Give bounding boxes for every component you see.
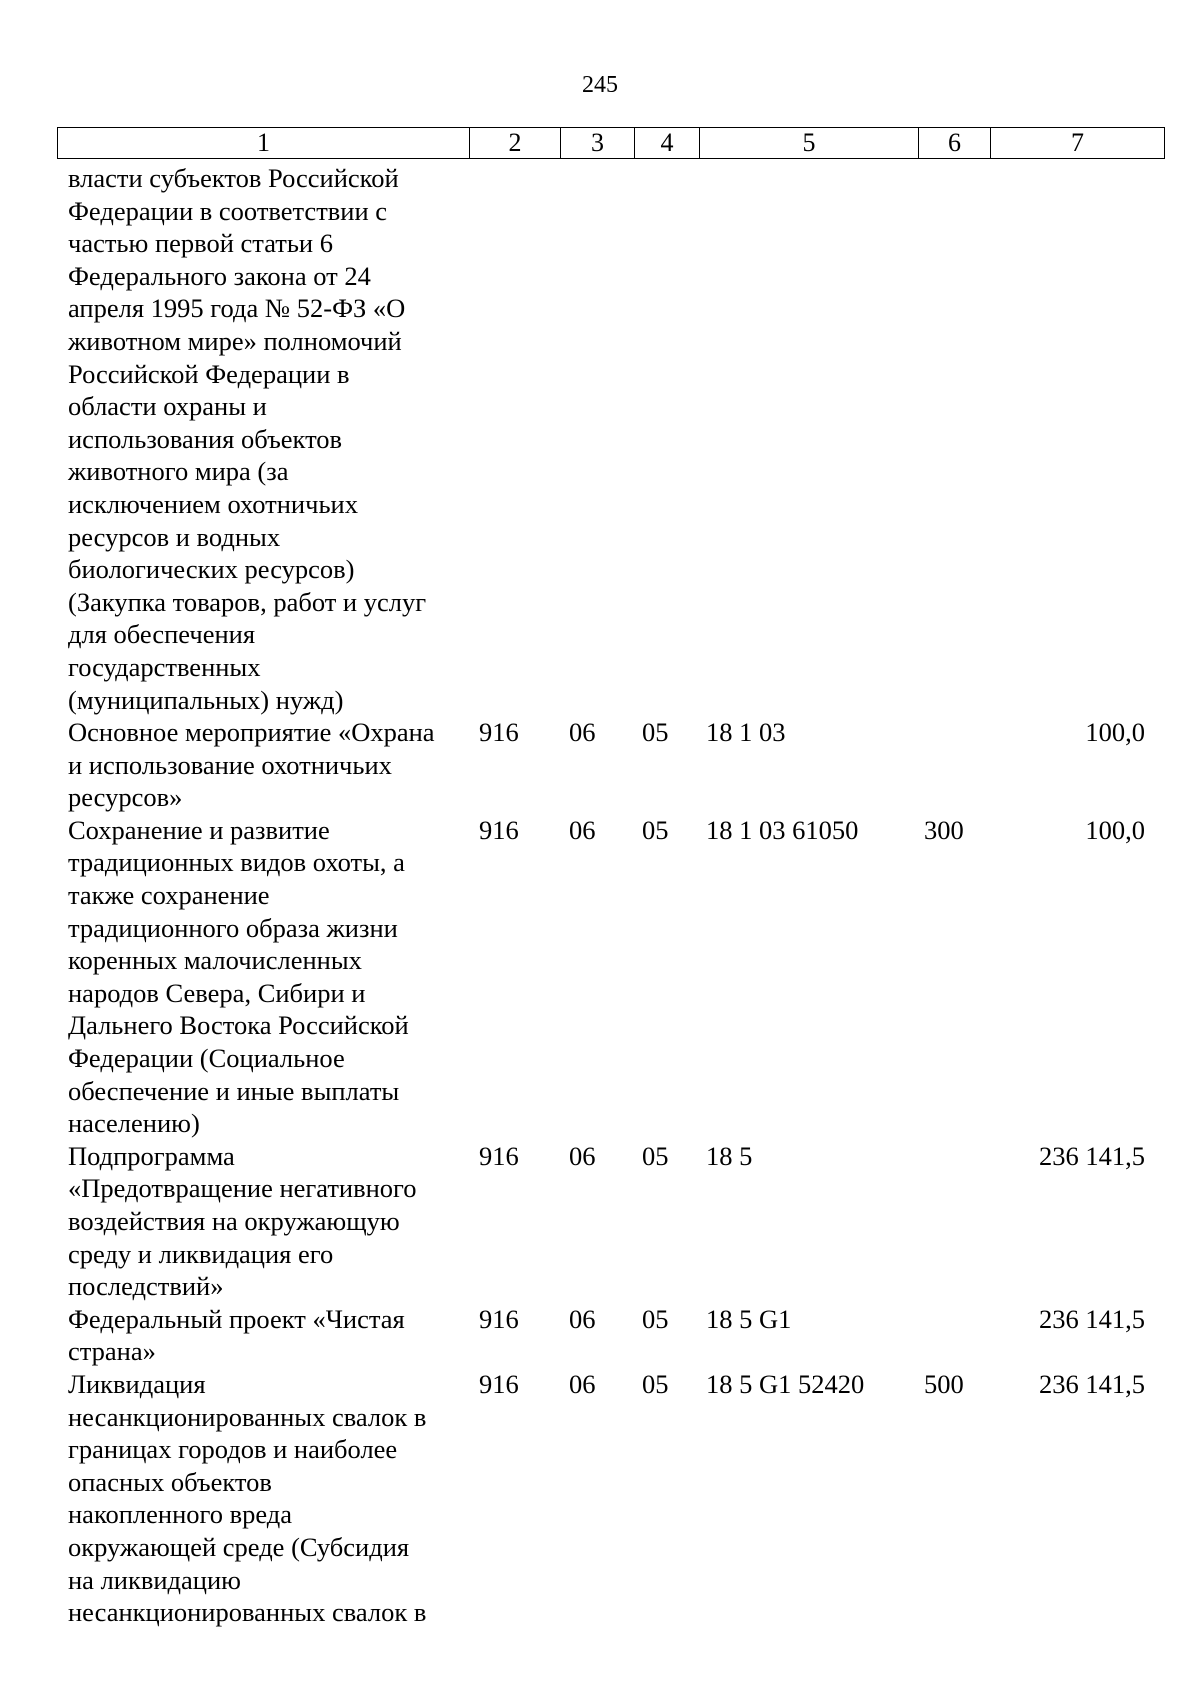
table-row: [57, 1368, 1157, 1629]
row-name-line: Федерации (Социальное: [68, 1043, 345, 1074]
row-name-line: несанкционированных свалок в: [68, 1597, 427, 1628]
row-name-line: ресурсов и водных: [68, 521, 281, 552]
row-name-line: среду и ликвидация его: [68, 1238, 334, 1269]
budget-table-body: [57, 162, 1157, 1629]
column-header-1: 1: [58, 128, 470, 159]
table-row: [57, 814, 1157, 1140]
page-number: 245: [582, 72, 618, 98]
row-name-line: обеспечение и иные выплаты: [68, 1075, 400, 1106]
row-name-cell: [57, 1368, 468, 1629]
row-name-cell: [57, 162, 468, 716]
expense-type-cell: [913, 162, 984, 716]
row-name-line: народов Севера, Сибири и: [68, 977, 366, 1008]
row-name-line: на ликвидацию: [68, 1564, 241, 1595]
column-header-table: [57, 127, 1165, 159]
row-name-line: Федерального закона от 24: [68, 260, 371, 291]
row-name-line: Федерации в соответствии с: [68, 195, 388, 226]
row-name-line: границах городов и наиболее: [68, 1434, 398, 1465]
column-header-6: 6: [919, 128, 991, 159]
row-name-line: воздействия на окружающую: [68, 1206, 400, 1236]
row-name-line: Дальнего Востока Российской: [68, 1010, 409, 1041]
amount-cell: 236 141,5: [1039, 1368, 1145, 1399]
ministry-code-cell: 916: [479, 1368, 519, 1399]
row-name-line: страна»: [68, 1336, 156, 1367]
section-code-cell: 06: [569, 1140, 596, 1171]
row-name-line: окружающей среде (Субсидия: [68, 1531, 410, 1562]
row-name-line: традиционных видов охоты, а: [68, 847, 405, 878]
column-header-4: 4: [635, 128, 700, 159]
expense-type-cell: 300: [924, 814, 964, 845]
row-name-line: частью первой статьи 6: [68, 228, 333, 259]
row-name-line: ресурсов»: [68, 782, 183, 813]
row-name-line: накопленного вреда: [68, 1499, 293, 1530]
section-code-cell: 06: [569, 717, 596, 748]
row-name-line: Ликвидация: [68, 1368, 206, 1399]
budget-table: [57, 162, 1157, 1629]
subsection-code-cell: [631, 162, 695, 716]
target-article-cell: [695, 162, 913, 716]
row-name-line: животного мира (за: [68, 456, 289, 487]
row-name-line: Основное мероприятие «Охрана: [68, 717, 435, 748]
ministry-code-cell: 916: [479, 814, 519, 845]
amount-cell: 236 141,5: [1039, 1303, 1145, 1334]
row-name-line: «Предотвращение негативного: [68, 1173, 417, 1204]
column-header-5: 5: [700, 128, 919, 159]
row-name-cell: [57, 1303, 468, 1368]
row-name-line: последствий»: [68, 1271, 224, 1302]
row-name-line: традиционного образа жизни: [68, 912, 398, 943]
row-name-line: несанкционированных свалок в: [68, 1401, 427, 1432]
row-name-line: апреля 1995 года № 52-ФЗ «О: [68, 293, 406, 324]
section-code-cell: 06: [569, 1368, 596, 1399]
amount-cell: 100,0: [1085, 814, 1145, 845]
amount-cell: [984, 162, 1157, 716]
expense-type-cell: 500: [924, 1368, 964, 1399]
row-name-line: использования объектов: [68, 423, 343, 454]
ministry-code-cell: 916: [479, 1303, 519, 1334]
row-name-line: для обеспечения: [68, 619, 256, 650]
column-header-2: 2: [470, 128, 561, 159]
expense-type-cell: [913, 1140, 984, 1303]
column-header-row: [58, 128, 1165, 159]
row-name-line: животном мире» полномочий: [68, 325, 402, 356]
column-header-3: 3: [561, 128, 635, 159]
row-name-cell: [57, 814, 468, 1140]
row-name-line: государственных: [68, 651, 261, 682]
row-name-line: исключением охотничьих: [68, 488, 358, 519]
row-name-line: Подпрограмма: [68, 1140, 235, 1171]
row-name-line: (муниципальных) нужд): [68, 684, 344, 715]
subsection-code-cell: 05: [642, 1368, 669, 1399]
row-name-line: опасных объектов: [68, 1466, 272, 1497]
row-name-cell: [57, 716, 468, 814]
section-code-cell: 06: [569, 1303, 596, 1334]
row-name-line: коренных малочисленных: [68, 945, 362, 976]
expense-type-cell: [913, 1303, 984, 1368]
section-code-cell: [558, 162, 631, 716]
table-row: [57, 716, 1157, 814]
column-header-7: 7: [991, 128, 1165, 159]
target-article-cell: 18 1 03: [706, 717, 786, 748]
row-name-cell: [57, 1140, 468, 1303]
subsection-code-cell: 05: [642, 1303, 669, 1334]
target-article-cell: 18 5: [706, 1140, 753, 1171]
expense-type-cell: [913, 716, 984, 814]
row-name-line: и использование охотничьих: [68, 749, 392, 780]
amount-cell: 100,0: [1085, 717, 1145, 748]
row-name-line: области охраны и: [68, 391, 267, 422]
row-name-line: Российской Федерации в: [68, 358, 350, 389]
ministry-code-cell: 916: [479, 717, 519, 748]
row-name-line: биологических ресурсов): [68, 554, 355, 585]
ministry-code-cell: 916: [479, 1140, 519, 1171]
target-article-cell: 18 1 03 61050: [706, 814, 859, 845]
row-name-line: Федеральный проект «Чистая: [68, 1303, 405, 1334]
row-name-line: власти субъектов Российской: [68, 163, 399, 193]
table-row: [57, 162, 1157, 716]
subsection-code-cell: 05: [642, 814, 669, 845]
subsection-code-cell: 05: [642, 1140, 669, 1171]
row-name-line: также сохранение: [68, 880, 270, 911]
table-row: [57, 1303, 1157, 1368]
row-name-line: населению): [68, 1108, 200, 1139]
row-name-line: Сохранение и развитие: [68, 814, 330, 845]
target-article-cell: 18 5 G1: [706, 1303, 792, 1334]
section-code-cell: 06: [569, 814, 596, 845]
ministry-code-cell: [468, 162, 558, 716]
table-row: [57, 1140, 1157, 1303]
row-name-line: (Закупка товаров, работ и услуг: [68, 586, 427, 617]
subsection-code-cell: 05: [642, 717, 669, 748]
target-article-cell: 18 5 G1 52420: [706, 1368, 865, 1399]
amount-cell: 236 141,5: [1039, 1140, 1145, 1171]
